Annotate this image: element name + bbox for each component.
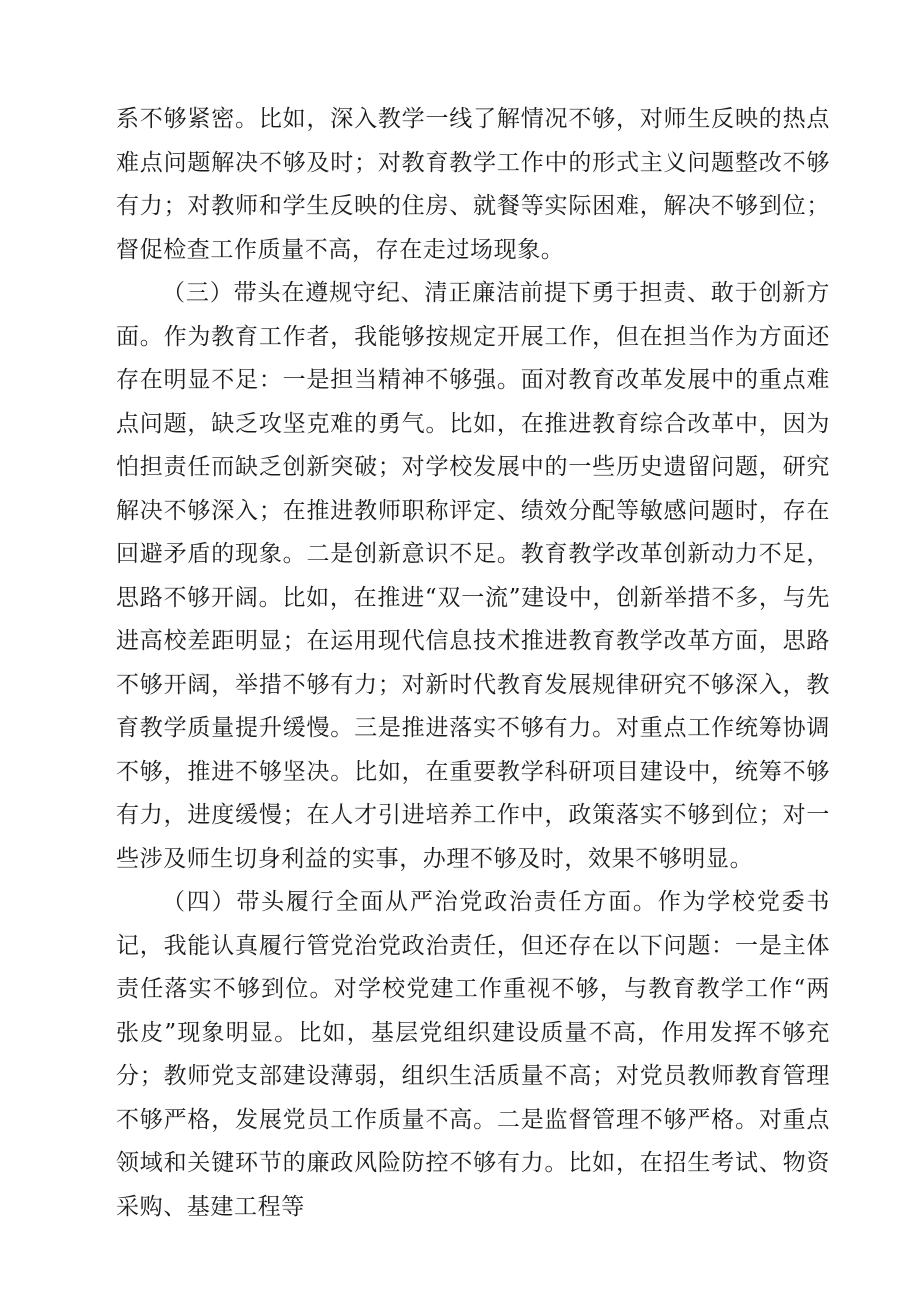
paragraph-section-three: （三）带头在遵规守纪、清正廉洁前提下勇于担责、敢于创新方面。作为教育工作者，我能够按规定开展工作，但在担当作为方面还存在明显不足：一是担当精神不够强。面对教育改革发展中的重点难点问题，缺乏攻坚克难的勇气。比如，在推进教育综合改革中，因为怕担责任而缺乏创新突破；对学校发展中的一些历史遗留问题，研究解决不够深入；在推进教师职称评定、绩效分配等敏感问题时，存在回避矛盾的现象。二是创新意识不足。教育教学改革创新动力不足，思路不够开阔。比如，在推进“双一流”建设中，创新举措不多，与先进高校差距明显；在运用现代信息技术推进教育教学改革方面，思路不够开阔，举措不够有力；对新时代教育发展规律研究不够深入，教育教学质量提升缓慢。三是推进落实不够有力。对重点工作统筹协调不够，推进不够坚决。比如，在重要教学科研项目建设中，统筹不够有力，进度缓慢；在人才引进培养工作中，政策落实不够到位；对一些涉及师生切身利益的实事，办理不够及时，效果不够明显。 bbox=[116, 280, 830, 872]
document-body bbox=[116, 98, 830, 1229]
paragraph-section-four: （四）带头履行全面从严治党政治责任方面。作为学校党委书记，我能认真履行管党治党政治责任，但还存在以下问题：一是主体责任落实不够到位。对学校党建工作重视不够，与教育教学工作“两张皮”现象明显。比如，基层党组织建设质量不高，作用发挥不够充分；教师党支部建设薄弱，组织生活质量不高；对党员教师教育管理不够严格，发展党员工作质量不高。二是监督管理不够严格。对重点领域和关键环节的廉政风险防控不够有力。比如，在招生考试、物资采购、基建工程等 bbox=[116, 889, 830, 1220]
paragraph-continuation: 系不够紧密。比如，深入教学一线了解情况不够，对师生反映的热点难点问题解决不够及时；对教育教学工作中的形式主义问题整改不够有力；对教师和学生反映的住房、就餐等实际困难，解决不够到位；督促检查工作质量不高，存在走过场现象。 bbox=[116, 106, 830, 263]
